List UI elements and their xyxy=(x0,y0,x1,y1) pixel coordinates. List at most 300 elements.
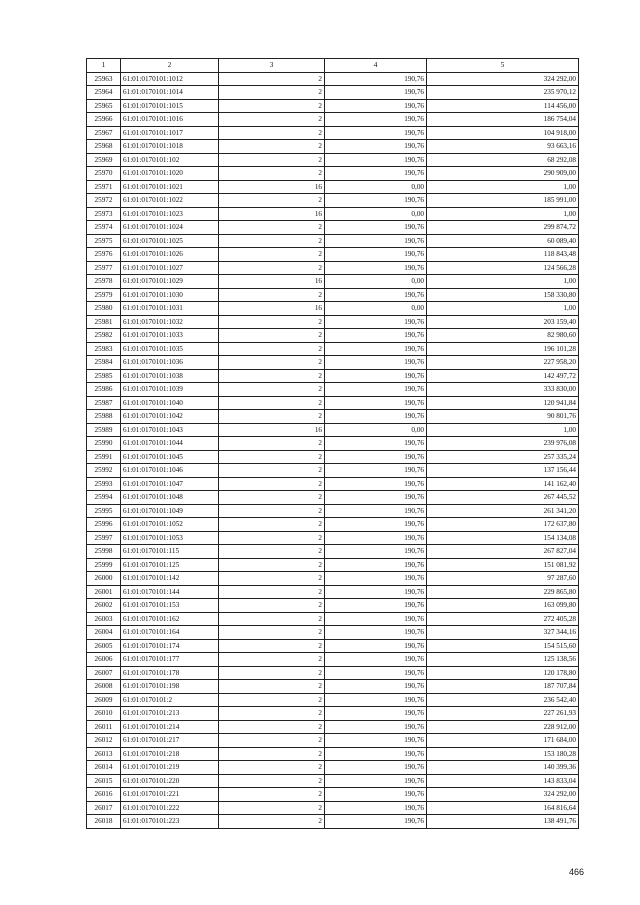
cadastral-number-cell: 61:01:0170101:178 xyxy=(121,666,219,680)
table-row xyxy=(87,734,579,748)
group-code-cell: 16 xyxy=(219,207,325,221)
value-cell: 158 330,80 xyxy=(427,288,579,302)
row-number-cell: 25988 xyxy=(87,410,121,424)
row-number-cell: 25986 xyxy=(87,383,121,397)
header-row xyxy=(87,59,579,73)
value-cell: 154 515,60 xyxy=(427,639,579,653)
row-number-cell: 25990 xyxy=(87,437,121,451)
rate-cell: 190,76 xyxy=(325,369,427,383)
group-code-cell: 2 xyxy=(219,86,325,100)
row-number-cell: 26014 xyxy=(87,761,121,775)
group-code-cell: 2 xyxy=(219,194,325,208)
table-row xyxy=(87,356,579,370)
value-cell: 235 970,12 xyxy=(427,86,579,100)
group-code-cell: 2 xyxy=(219,747,325,761)
table-row xyxy=(87,531,579,545)
value-cell: 68 292,08 xyxy=(427,153,579,167)
rate-cell: 190,76 xyxy=(325,707,427,721)
row-number-cell: 25998 xyxy=(87,545,121,559)
cadastral-number-cell: 61:01:0170101:162 xyxy=(121,612,219,626)
group-code-cell: 2 xyxy=(219,653,325,667)
cadastral-number-cell: 61:01:0170101:1012 xyxy=(121,72,219,86)
column-header-5: 5 xyxy=(427,59,579,73)
rate-cell: 0,00 xyxy=(325,423,427,437)
row-number-cell: 25985 xyxy=(87,369,121,383)
group-code-cell: 2 xyxy=(219,680,325,694)
group-code-cell: 2 xyxy=(219,477,325,491)
rate-cell: 190,76 xyxy=(325,774,427,788)
group-code-cell: 2 xyxy=(219,356,325,370)
table-row xyxy=(87,99,579,113)
group-code-cell: 2 xyxy=(219,126,325,140)
cadastral-number-cell: 61:01:0170101:221 xyxy=(121,788,219,802)
group-code-cell: 2 xyxy=(219,369,325,383)
group-code-cell: 2 xyxy=(219,666,325,680)
table-row xyxy=(87,666,579,680)
cadastral-number-cell: 61:01:0170101:1048 xyxy=(121,491,219,505)
row-number-cell: 26016 xyxy=(87,788,121,802)
row-number-cell: 26002 xyxy=(87,599,121,613)
rate-cell: 190,76 xyxy=(325,477,427,491)
row-number-cell: 25964 xyxy=(87,86,121,100)
row-number-cell: 25991 xyxy=(87,450,121,464)
rate-cell: 0,00 xyxy=(325,302,427,316)
group-code-cell: 2 xyxy=(219,261,325,275)
value-cell: 290 909,00 xyxy=(427,167,579,181)
value-cell: 1,00 xyxy=(427,180,579,194)
row-number-cell: 26008 xyxy=(87,680,121,694)
rate-cell: 190,76 xyxy=(325,599,427,613)
cadastral-number-cell: 61:01:0170101:1047 xyxy=(121,477,219,491)
table-row xyxy=(87,491,579,505)
group-code-cell: 2 xyxy=(219,113,325,127)
row-number-cell: 26010 xyxy=(87,707,121,721)
rate-cell: 190,76 xyxy=(325,585,427,599)
table-row xyxy=(87,720,579,734)
cadastral-number-cell: 61:01:0170101:1023 xyxy=(121,207,219,221)
rate-cell: 190,76 xyxy=(325,86,427,100)
table-row xyxy=(87,113,579,127)
value-cell: 267 445,52 xyxy=(427,491,579,505)
cadastral-number-cell: 61:01:0170101:144 xyxy=(121,585,219,599)
value-cell: 261 341,20 xyxy=(427,504,579,518)
row-number-cell: 26015 xyxy=(87,774,121,788)
cadastral-number-cell: 61:01:0170101:1016 xyxy=(121,113,219,127)
rate-cell: 190,76 xyxy=(325,747,427,761)
rate-cell: 190,76 xyxy=(325,99,427,113)
group-code-cell: 2 xyxy=(219,720,325,734)
rate-cell: 190,76 xyxy=(325,113,427,127)
data-table xyxy=(86,58,579,829)
table-row xyxy=(87,653,579,667)
table-row xyxy=(87,383,579,397)
table-row xyxy=(87,504,579,518)
value-cell: 1,00 xyxy=(427,275,579,289)
group-code-cell: 2 xyxy=(219,99,325,113)
column-header-3: 3 xyxy=(219,59,325,73)
row-number-cell: 25974 xyxy=(87,221,121,235)
value-cell: 324 292,00 xyxy=(427,72,579,86)
table-header xyxy=(87,59,579,73)
value-cell: 60 089,40 xyxy=(427,234,579,248)
cadastral-number-cell: 61:01:0170101:214 xyxy=(121,720,219,734)
value-cell: 138 491,76 xyxy=(427,815,579,829)
table-row xyxy=(87,410,579,424)
row-number-cell: 25982 xyxy=(87,329,121,343)
value-cell: 120 941,84 xyxy=(427,396,579,410)
row-number-cell: 25968 xyxy=(87,140,121,154)
value-cell: 196 101,28 xyxy=(427,342,579,356)
group-code-cell: 2 xyxy=(219,234,325,248)
cadastral-number-cell: 61:01:0170101:223 xyxy=(121,815,219,829)
group-code-cell: 2 xyxy=(219,504,325,518)
value-cell: 97 287,60 xyxy=(427,572,579,586)
row-number-cell: 26000 xyxy=(87,572,121,586)
rate-cell: 190,76 xyxy=(325,356,427,370)
value-cell: 239 976,08 xyxy=(427,437,579,451)
row-number-cell: 26017 xyxy=(87,801,121,815)
value-cell: 186 754,04 xyxy=(427,113,579,127)
column-header-2: 2 xyxy=(121,59,219,73)
group-code-cell: 2 xyxy=(219,761,325,775)
table-row xyxy=(87,518,579,532)
row-number-cell: 25981 xyxy=(87,315,121,329)
cadastral-number-cell: 61:01:0170101:1044 xyxy=(121,437,219,451)
cadastral-number-cell: 61:01:0170101:1033 xyxy=(121,329,219,343)
group-code-cell: 2 xyxy=(219,518,325,532)
table-row xyxy=(87,194,579,208)
cadastral-number-cell: 61:01:0170101:1049 xyxy=(121,504,219,518)
value-cell: 185 991,00 xyxy=(427,194,579,208)
row-number-cell: 25989 xyxy=(87,423,121,437)
value-cell: 151 081,92 xyxy=(427,558,579,572)
group-code-cell: 2 xyxy=(219,734,325,748)
value-cell: 120 178,80 xyxy=(427,666,579,680)
rate-cell: 190,76 xyxy=(325,153,427,167)
value-cell: 272 405,28 xyxy=(427,612,579,626)
cadastral-number-cell: 61:01:0170101:1031 xyxy=(121,302,219,316)
value-cell: 137 156,44 xyxy=(427,464,579,478)
cadastral-number-cell: 61:01:0170101:1024 xyxy=(121,221,219,235)
group-code-cell: 2 xyxy=(219,491,325,505)
cadastral-number-cell: 61:01:0170101:1040 xyxy=(121,396,219,410)
value-cell: 164 816,64 xyxy=(427,801,579,815)
table-row xyxy=(87,747,579,761)
group-code-cell: 2 xyxy=(219,545,325,559)
cadastral-number-cell: 61:01:0170101:1022 xyxy=(121,194,219,208)
table-row xyxy=(87,369,579,383)
rate-cell: 190,76 xyxy=(325,167,427,181)
table-row xyxy=(87,815,579,829)
rate-cell: 190,76 xyxy=(325,653,427,667)
group-code-cell: 2 xyxy=(219,531,325,545)
rate-cell: 190,76 xyxy=(325,396,427,410)
row-number-cell: 25979 xyxy=(87,288,121,302)
value-cell: 171 684,00 xyxy=(427,734,579,748)
cadastral-number-cell: 61:01:0170101:174 xyxy=(121,639,219,653)
row-number-cell: 25978 xyxy=(87,275,121,289)
table-row xyxy=(87,207,579,221)
table-row xyxy=(87,248,579,262)
rate-cell: 190,76 xyxy=(325,612,427,626)
cadastral-number-cell: 61:01:0170101:125 xyxy=(121,558,219,572)
rate-cell: 0,00 xyxy=(325,180,427,194)
value-cell: 229 865,80 xyxy=(427,585,579,599)
row-number-cell: 25984 xyxy=(87,356,121,370)
group-code-cell: 2 xyxy=(219,167,325,181)
cadastral-number-cell: 61:01:0170101:153 xyxy=(121,599,219,613)
cadastral-number-cell: 61:01:0170101:1014 xyxy=(121,86,219,100)
rate-cell: 190,76 xyxy=(325,140,427,154)
table-row xyxy=(87,680,579,694)
cadastral-number-cell: 61:01:0170101:1035 xyxy=(121,342,219,356)
value-cell: 153 180,28 xyxy=(427,747,579,761)
row-number-cell: 25983 xyxy=(87,342,121,356)
rate-cell: 190,76 xyxy=(325,680,427,694)
group-code-cell: 2 xyxy=(219,801,325,815)
rate-cell: 190,76 xyxy=(325,450,427,464)
cadastral-number-cell: 61:01:0170101:1052 xyxy=(121,518,219,532)
value-cell: 141 162,40 xyxy=(427,477,579,491)
rate-cell: 190,76 xyxy=(325,558,427,572)
row-number-cell: 26004 xyxy=(87,626,121,640)
row-number-cell: 26018 xyxy=(87,815,121,829)
table-row xyxy=(87,423,579,437)
group-code-cell: 2 xyxy=(219,788,325,802)
rate-cell: 190,76 xyxy=(325,248,427,262)
value-cell: 1,00 xyxy=(427,207,579,221)
rate-cell: 0,00 xyxy=(325,207,427,221)
group-code-cell: 2 xyxy=(219,612,325,626)
group-code-cell: 2 xyxy=(219,410,325,424)
table-row xyxy=(87,477,579,491)
table-row xyxy=(87,599,579,613)
column-header-1: 1 xyxy=(87,59,121,73)
group-code-cell: 2 xyxy=(219,396,325,410)
cadastral-number-cell: 61:01:0170101:1046 xyxy=(121,464,219,478)
value-cell: 82 980,60 xyxy=(427,329,579,343)
rate-cell: 190,76 xyxy=(325,342,427,356)
cadastral-number-cell: 61:01:0170101:1020 xyxy=(121,167,219,181)
value-cell: 142 497,72 xyxy=(427,369,579,383)
row-number-cell: 25971 xyxy=(87,180,121,194)
group-code-cell: 2 xyxy=(219,288,325,302)
rate-cell: 190,76 xyxy=(325,572,427,586)
cadastral-number-cell: 61:01:0170101:1039 xyxy=(121,383,219,397)
table-row xyxy=(87,288,579,302)
cadastral-number-cell: 61:01:0170101:1036 xyxy=(121,356,219,370)
rate-cell: 190,76 xyxy=(325,666,427,680)
row-number-cell: 26001 xyxy=(87,585,121,599)
value-cell: 327 344,16 xyxy=(427,626,579,640)
row-number-cell: 25996 xyxy=(87,518,121,532)
group-code-cell: 2 xyxy=(219,153,325,167)
cadastral-number-cell: 61:01:0170101:1042 xyxy=(121,410,219,424)
table-body xyxy=(87,72,579,828)
group-code-cell: 2 xyxy=(219,342,325,356)
rate-cell: 190,76 xyxy=(325,788,427,802)
cadastral-number-cell: 61:01:0170101:1015 xyxy=(121,99,219,113)
value-cell: 118 843,48 xyxy=(427,248,579,262)
rate-cell: 190,76 xyxy=(325,234,427,248)
group-code-cell: 16 xyxy=(219,302,325,316)
table-row xyxy=(87,450,579,464)
cadastral-number-cell: 61:01:0170101:1017 xyxy=(121,126,219,140)
row-number-cell: 26011 xyxy=(87,720,121,734)
table-row xyxy=(87,545,579,559)
table-row xyxy=(87,788,579,802)
group-code-cell: 2 xyxy=(219,464,325,478)
group-code-cell: 2 xyxy=(219,639,325,653)
row-number-cell: 25965 xyxy=(87,99,121,113)
row-number-cell: 26006 xyxy=(87,653,121,667)
table-row xyxy=(87,140,579,154)
rate-cell: 190,76 xyxy=(325,221,427,235)
table-row xyxy=(87,167,579,181)
value-cell: 114 456,00 xyxy=(427,99,579,113)
row-number-cell: 25969 xyxy=(87,153,121,167)
cadastral-number-cell: 61:01:0170101:1018 xyxy=(121,140,219,154)
cadastral-number-cell: 61:01:0170101:115 xyxy=(121,545,219,559)
table-row xyxy=(87,437,579,451)
table-row xyxy=(87,707,579,721)
rate-cell: 190,76 xyxy=(325,194,427,208)
group-code-cell: 2 xyxy=(219,315,325,329)
value-cell: 299 874,72 xyxy=(427,221,579,235)
rate-cell: 190,76 xyxy=(325,693,427,707)
row-number-cell: 25973 xyxy=(87,207,121,221)
rate-cell: 190,76 xyxy=(325,761,427,775)
table-row xyxy=(87,153,579,167)
rate-cell: 190,76 xyxy=(325,626,427,640)
cadastral-number-cell: 61:01:0170101:164 xyxy=(121,626,219,640)
row-number-cell: 25994 xyxy=(87,491,121,505)
cadastral-number-cell: 61:01:0170101:102 xyxy=(121,153,219,167)
value-cell: 1,00 xyxy=(427,423,579,437)
value-cell: 124 566,28 xyxy=(427,261,579,275)
row-number-cell: 26005 xyxy=(87,639,121,653)
table-row xyxy=(87,693,579,707)
row-number-cell: 26003 xyxy=(87,612,121,626)
value-cell: 163 099,80 xyxy=(427,599,579,613)
group-code-cell: 2 xyxy=(219,383,325,397)
rate-cell: 0,00 xyxy=(325,275,427,289)
table-row xyxy=(87,396,579,410)
table-row xyxy=(87,329,579,343)
value-cell: 267 827,04 xyxy=(427,545,579,559)
table-row xyxy=(87,342,579,356)
rate-cell: 190,76 xyxy=(325,315,427,329)
rate-cell: 190,76 xyxy=(325,518,427,532)
row-number-cell: 25976 xyxy=(87,248,121,262)
group-code-cell: 2 xyxy=(219,585,325,599)
cadastral-number-cell: 61:01:0170101:1025 xyxy=(121,234,219,248)
table-row xyxy=(87,558,579,572)
row-number-cell: 26012 xyxy=(87,734,121,748)
row-number-cell: 25993 xyxy=(87,477,121,491)
rate-cell: 190,76 xyxy=(325,531,427,545)
value-cell: 154 134,08 xyxy=(427,531,579,545)
group-code-cell: 2 xyxy=(219,558,325,572)
cadastral-number-cell: 61:01:0170101:2 xyxy=(121,693,219,707)
value-cell: 227 958,20 xyxy=(427,356,579,370)
value-cell: 236 542,40 xyxy=(427,693,579,707)
rate-cell: 190,76 xyxy=(325,491,427,505)
cadastral-number-cell: 61:01:0170101:1043 xyxy=(121,423,219,437)
value-cell: 333 830,00 xyxy=(427,383,579,397)
group-code-cell: 2 xyxy=(219,450,325,464)
table-row xyxy=(87,774,579,788)
row-number-cell: 25977 xyxy=(87,261,121,275)
value-cell: 203 159,40 xyxy=(427,315,579,329)
table-row xyxy=(87,221,579,235)
table-row xyxy=(87,86,579,100)
cadastral-number-cell: 61:01:0170101:222 xyxy=(121,801,219,815)
row-number-cell: 25970 xyxy=(87,167,121,181)
value-cell: 324 292,00 xyxy=(427,788,579,802)
table-row xyxy=(87,302,579,316)
value-cell: 227 261,93 xyxy=(427,707,579,721)
value-cell: 257 335,24 xyxy=(427,450,579,464)
value-cell: 228 912,00 xyxy=(427,720,579,734)
rate-cell: 190,76 xyxy=(325,801,427,815)
value-cell: 143 833,04 xyxy=(427,774,579,788)
rate-cell: 190,76 xyxy=(325,126,427,140)
rate-cell: 190,76 xyxy=(325,815,427,829)
cadastral-number-cell: 61:01:0170101:1026 xyxy=(121,248,219,262)
group-code-cell: 2 xyxy=(219,707,325,721)
row-number-cell: 25972 xyxy=(87,194,121,208)
column-header-4: 4 xyxy=(325,59,427,73)
table-row xyxy=(87,639,579,653)
rate-cell: 190,76 xyxy=(325,545,427,559)
rate-cell: 190,76 xyxy=(325,329,427,343)
table-row xyxy=(87,801,579,815)
rate-cell: 190,76 xyxy=(325,288,427,302)
value-cell: 104 918,00 xyxy=(427,126,579,140)
cadastral-number-cell: 61:01:0170101:1029 xyxy=(121,275,219,289)
cadastral-number-cell: 61:01:0170101:177 xyxy=(121,653,219,667)
table-row xyxy=(87,572,579,586)
cadastral-number-cell: 61:01:0170101:219 xyxy=(121,761,219,775)
cadastral-number-cell: 61:01:0170101:220 xyxy=(121,774,219,788)
group-code-cell: 2 xyxy=(219,72,325,86)
cadastral-number-cell: 61:01:0170101:1032 xyxy=(121,315,219,329)
group-code-cell: 2 xyxy=(219,626,325,640)
cadastral-number-cell: 61:01:0170101:1030 xyxy=(121,288,219,302)
table-row xyxy=(87,126,579,140)
row-number-cell: 25987 xyxy=(87,396,121,410)
rate-cell: 190,76 xyxy=(325,261,427,275)
value-cell: 172 637,80 xyxy=(427,518,579,532)
table-row xyxy=(87,315,579,329)
cadastral-number-cell: 61:01:0170101:1038 xyxy=(121,369,219,383)
group-code-cell: 2 xyxy=(219,815,325,829)
table-row xyxy=(87,72,579,86)
group-code-cell: 2 xyxy=(219,693,325,707)
table-row xyxy=(87,180,579,194)
row-number-cell: 25997 xyxy=(87,531,121,545)
cadastral-number-cell: 61:01:0170101:198 xyxy=(121,680,219,694)
group-code-cell: 2 xyxy=(219,599,325,613)
value-cell: 90 801,76 xyxy=(427,410,579,424)
row-number-cell: 25980 xyxy=(87,302,121,316)
cadastral-number-cell: 61:01:0170101:1045 xyxy=(121,450,219,464)
value-cell: 125 138,56 xyxy=(427,653,579,667)
table-row xyxy=(87,261,579,275)
group-code-cell: 2 xyxy=(219,572,325,586)
value-cell: 93 663,16 xyxy=(427,140,579,154)
